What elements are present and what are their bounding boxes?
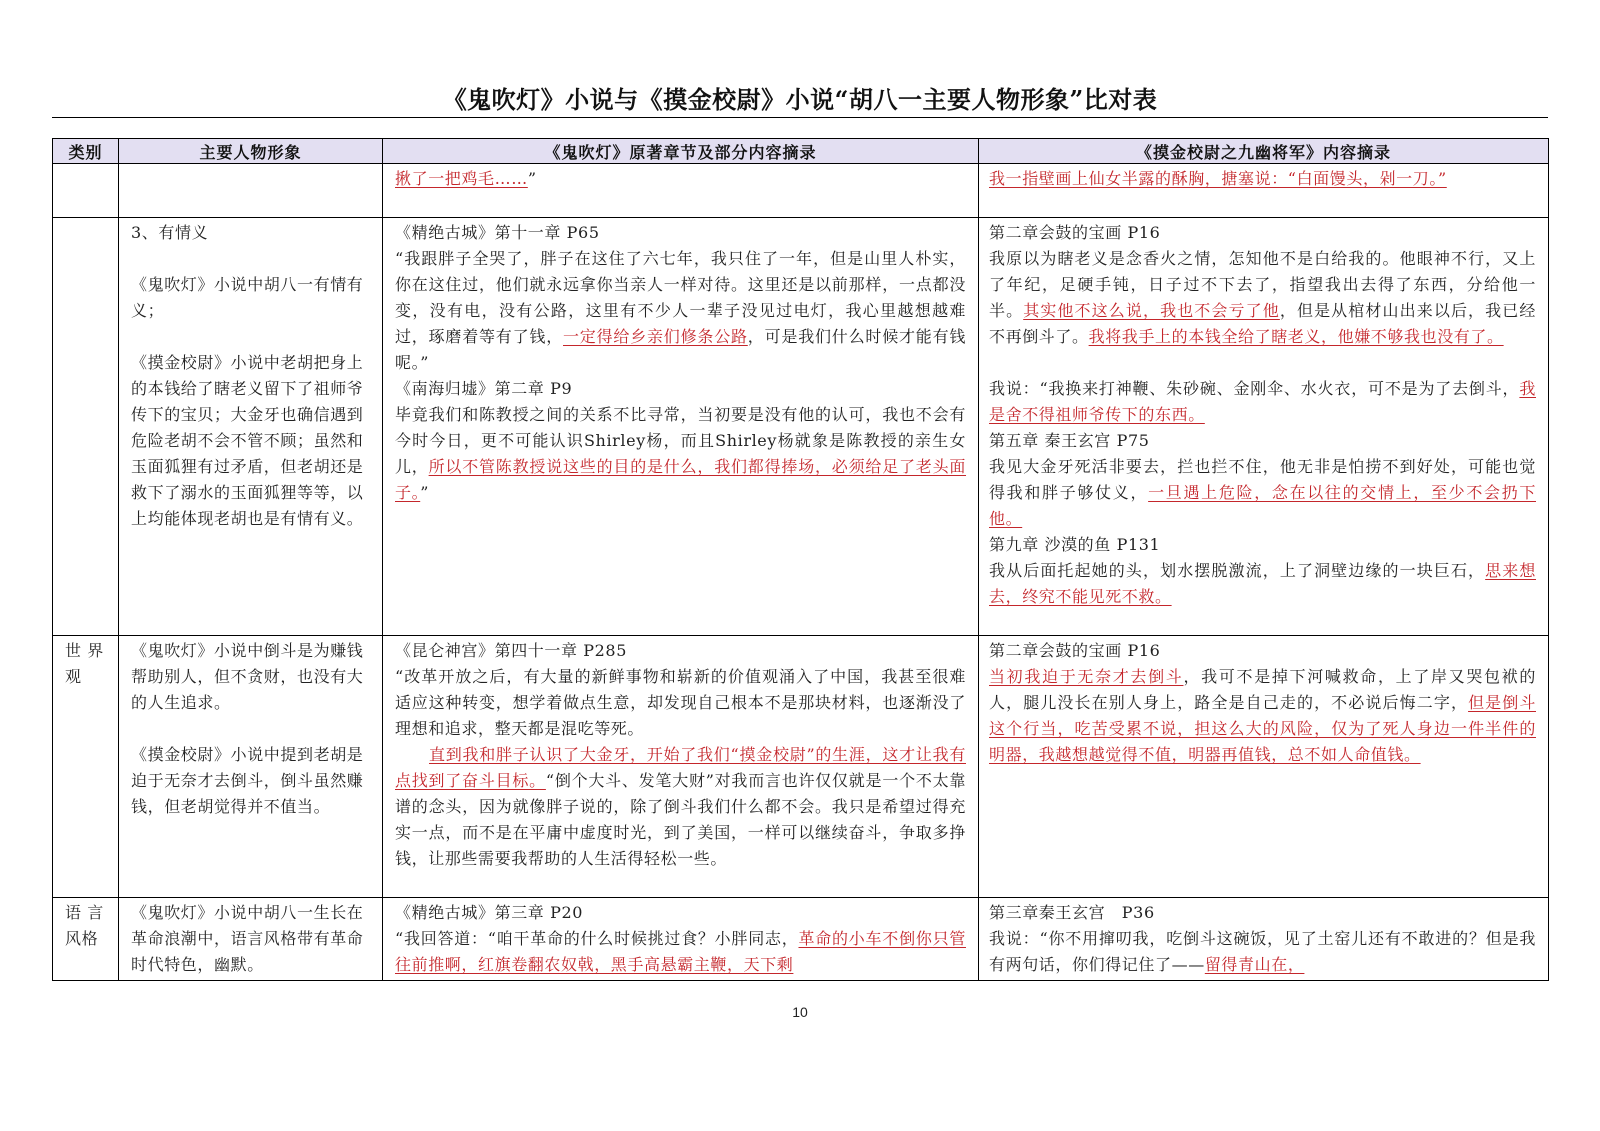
paragraph <box>395 402 966 506</box>
text-run: 《精绝古城》第十一章 P65 <box>395 223 600 242</box>
character-image-cell <box>119 164 383 218</box>
text-run: ，但是从棺材山出来以后，我已经不再倒斗了。 <box>989 301 1536 346</box>
paragraph <box>131 742 368 820</box>
text-run: 《摸金校尉》小说中提到老胡是迫于无奈才去倒斗，倒斗虽然赚钱，但老胡觉得并不值当。 <box>131 745 364 816</box>
text-run: 我从后面托起她的头，划水摆脱激流，上了洞壁边缘的一块巨石， <box>989 561 1486 580</box>
category-label: 世 界 观 <box>65 641 104 686</box>
text-run: ” <box>527 169 537 188</box>
paragraph <box>131 716 368 742</box>
highlighted-text: 揪了一把鸡毛…… <box>395 169 528 188</box>
paragraph <box>989 900 1536 926</box>
character-image-cell <box>119 218 383 636</box>
character-image-cell <box>119 636 383 898</box>
paragraph <box>989 246 1536 350</box>
paragraph <box>131 272 368 324</box>
paragraph <box>395 664 966 742</box>
category-label: 语 言 风格 <box>65 903 104 948</box>
paragraph <box>395 926 966 978</box>
text-run: ” <box>420 483 429 502</box>
text-run: 《鬼吹灯》小说中胡八一生长在革命浪潮中，语言风格带有革命时代特色，幽默。 <box>131 903 364 974</box>
text-run: ，可是我们什么时候才能有钱呢。” <box>395 327 966 372</box>
text-run: 我见大金牙死活非要去，拦也拦不住，他无非是怕捞不到好处，可能也觉得我和胖子够仗义， <box>989 457 1536 502</box>
category-cell <box>53 898 119 981</box>
paragraph <box>395 220 966 246</box>
text-run: 《摸金校尉》小说中老胡把身上的本钱给了瞎老义留下了祖师爷传下的宝贝；大金牙也确信遇到危险老胡不会不管不顾；虽然和玉面狐狸有过矛盾，但老胡还是救下了溺水的玉面狐狸等等，以上均能体现老胡也是有情有义。 <box>131 353 364 528</box>
paragraph <box>131 324 368 350</box>
paragraph <box>989 350 1536 376</box>
highlighted-text: 我将我手上的本钱全给了瞎老义，他嫌不够我也没有了。 <box>1088 327 1504 346</box>
guichuideng-excerpt-cell <box>383 218 979 636</box>
paragraph <box>131 638 368 716</box>
highlighted-text: 一旦遇上危险，念在以往的交情上，至少不会扔下他。 <box>989 483 1536 528</box>
text-run: “改革开放之后，有大量的新鲜事物和崭新的价值观涌入了中国，我甚至很难适应这种转变，想学着做点生意，却发现自己根本不是那块材料，也逐渐没了理想和追求，整天都是混吃等死。 <box>395 667 966 738</box>
paragraph <box>989 638 1536 664</box>
header-mojinxiaowei-excerpt: 《摸金校尉之九幽将军》内容摘录 <box>979 139 1549 164</box>
text-run: 第二章会鼓的宝画 P16 <box>989 641 1161 660</box>
text-run: 《南海归墟》第二章 P9 <box>395 379 573 398</box>
highlighted-text: 留得青山在， <box>1204 955 1305 974</box>
paragraph <box>395 900 966 926</box>
text-run: 我说：“你不用撺叨我，吃倒斗这碗饭，见了土窑儿还有不敢进的？但是我有两句话，你们得记住了—— <box>989 929 1536 974</box>
mojinxiaowei-excerpt-cell <box>979 218 1549 636</box>
table-header-row <box>53 139 1549 164</box>
paragraph <box>989 664 1536 768</box>
text-run: 《鬼吹灯》小说中胡八一有情有义； <box>131 275 364 320</box>
paragraph <box>395 246 966 376</box>
text-run: 第九章 沙漠的鱼 P131 <box>989 535 1161 554</box>
paragraph <box>989 454 1536 532</box>
guichuideng-excerpt-cell <box>383 164 979 218</box>
paragraph <box>989 376 1536 428</box>
text-run: 《精绝古城》第三章 P20 <box>395 903 584 922</box>
paragraph <box>395 166 966 192</box>
page-number: 10 <box>792 1004 808 1020</box>
highlighted-text: 我一指壁画上仙女半露的酥胸，搪塞说：“白面馒头，剁一刀。” <box>989 169 1447 188</box>
text-run: 我说：“我换来打神鞭、朱砂碗、金刚伞、水火衣，可不是为了去倒斗， <box>989 379 1520 398</box>
header-character-image: 主要人物形象 <box>119 139 383 164</box>
guichuideng-excerpt-cell <box>383 636 979 898</box>
highlighted-text: 当初我迫于无奈才去倒斗 <box>989 667 1184 686</box>
highlighted-text: 思来想去，终究不能见死不救。 <box>989 561 1536 606</box>
highlighted-text: 革命的小车不倒你只管往前推啊，红旗卷翻农奴戟，黑手高悬霸主鞭，天下剩 <box>395 929 966 974</box>
highlighted-text: 但是倒斗这个行当，吃苦受累不说，担这么大的风险，仅为了死人身边一件半件的明器，我越想越觉得不值，明器再值钱，总不如人命值钱。 <box>989 693 1536 764</box>
text-run: 《鬼吹灯》小说中倒斗是为赚钱帮助别人，但不贪财，也没有大的人生追求。 <box>131 641 364 712</box>
document-title: 《鬼吹灯》小说与《摸金校尉》小说“胡八一主要人物形象”比对表 <box>442 85 1158 114</box>
category-cell <box>53 164 119 218</box>
mojinxiaowei-excerpt-cell <box>979 164 1549 218</box>
text-run: 3、有情义 <box>131 223 209 242</box>
text-run: “倒个大斗、发笔大财”对我而言也许仅仅就是一个不太靠谱的念头，因为就像胖子说的，除了倒斗我们什么都不会。我只是希望过得充实一点，而不是在平庸中虚度时光，到了美国，一样可以继续奋斗，争取多挣钱，让那些需要我帮助的人生活得轻松一些。 <box>395 771 966 868</box>
text-run: 我原以为瞎老义是念香火之情，怎知他不是白给我的。他眼神不行，又上了年纪，足硬手钝，日子过不下去了，指望我出去得了东西，分给他一半。 <box>989 249 1536 320</box>
highlighted-text: 一定得给乡亲们修条公路 <box>563 327 748 346</box>
paragraph <box>395 742 966 872</box>
paragraph <box>989 428 1536 454</box>
paragraph <box>395 376 966 402</box>
character-image-cell <box>119 898 383 981</box>
paragraph <box>131 350 368 532</box>
text-run: “我回答道：“咱干革命的什么时候挑过食？小胖同志， <box>395 929 799 948</box>
paragraph <box>989 532 1536 558</box>
mojinxiaowei-excerpt-cell <box>979 898 1549 981</box>
paragraph <box>989 166 1536 192</box>
header-guichuideng-excerpt: 《鬼吹灯》原著章节及部分内容摘录 <box>383 139 979 164</box>
paragraph <box>989 558 1536 610</box>
paragraph <box>989 926 1536 978</box>
table-row <box>53 898 1549 981</box>
paragraph <box>395 638 966 664</box>
category-cell <box>53 636 119 898</box>
paragraph <box>131 246 368 272</box>
text-run: 第五章 秦王玄宫 P75 <box>989 431 1150 450</box>
table-row <box>53 218 1549 636</box>
text-run: 毕竟我们和陈教授之间的关系不比寻常，当初要是没有他的认可，我也不会有今时今日，更不可能认识Shirley杨，而且Shirley杨就象是陈教授的亲生女儿， <box>395 405 966 476</box>
comparison-table <box>52 138 1549 981</box>
category-cell <box>53 218 119 636</box>
text-run: 《昆仑神宫》第四十一章 P285 <box>395 641 627 660</box>
highlighted-text: 其实他不这么说，我也不会亏了他 <box>1023 301 1280 320</box>
text-run: 第三章秦王玄宫 P36 <box>989 903 1155 922</box>
text-run: 第二章会鼓的宝画 P16 <box>989 223 1161 242</box>
paragraph <box>131 220 368 246</box>
text-run: ，我可不是掉下河喊救命，上了岸又哭包袱的人，腿儿没长在别人身上，路全是自己走的，不必说后悔二字， <box>989 667 1536 712</box>
text-run: “我跟胖子全哭了，胖子在这住了六七年，我只住了一年，但是山里人朴实，你在这住过，他们就永远拿你当亲人一样对待。这里还是以前那样，一点都没变，没有电，没有公路，这里有不少人一辈子没见过电灯，我心里越想越难过，琢磨着等有了钱， <box>395 249 966 346</box>
title-rule <box>52 117 1548 118</box>
table-row <box>53 164 1549 218</box>
table-row <box>53 636 1549 898</box>
highlighted-text: 我是舍不得祖师爷传下的东西。 <box>989 379 1536 424</box>
highlighted-text: 直到我和胖子认识了大金牙，开始了我们“摸金校尉”的生涯，这才让我有点找到了奋斗目标。 <box>395 745 966 790</box>
highlighted-text: 所以不管陈教授说这些的目的是什么，我们都得捧场，必须给足了老头面子。 <box>395 457 967 502</box>
paragraph <box>131 900 368 978</box>
header-category: 类别 <box>53 139 119 164</box>
mojinxiaowei-excerpt-cell <box>979 636 1549 898</box>
guichuideng-excerpt-cell <box>383 898 979 981</box>
paragraph <box>989 220 1536 246</box>
